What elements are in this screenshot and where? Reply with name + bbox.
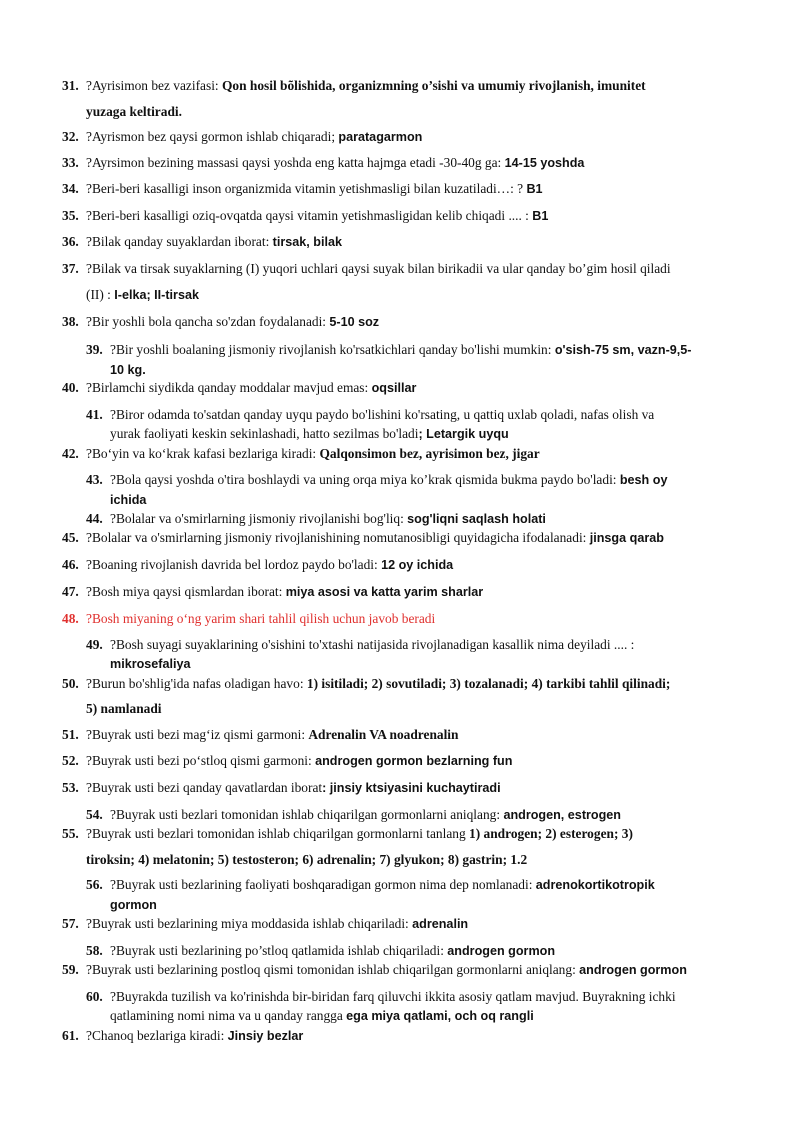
item-number: 39. [86,342,103,357]
item-number: 52. [62,753,79,768]
answer-text: o'sish-75 sm, vazn-9,5- [554,343,692,357]
question-text: ?Buyrak usti bezlarining po’stloq qatlamida ishlab chiqariladi: [110,943,448,958]
answer-text: 1) androgen; 2) esterogen; 3) [469,826,633,841]
item-number: 42. [62,446,79,461]
item-number: 51. [62,727,79,742]
answer-text: Qon hosil bõlishida, organizmning o’sishi va umumiy rivojlanish, imunitet [221,78,646,93]
question-text: ?Bilak va tirsak suyaklarning (I) yuqori uchlari qaysi suyak bilan birikadii va ular qanday bo’gim hosil qiladi [86,261,671,276]
question-text: ?Bolalar va o'smirlarning jismoniy rivojlanishining nomutanosibligi quyidagicha ifodalanadi: [86,530,590,545]
answer-text: besh oy [619,473,668,487]
question-text-continued: qatlamining nomi nima va u qanday rangga [110,1008,347,1023]
answer-text: jinsga qarab [589,531,664,545]
question-text: ?Beri-beri kasalligi inson organizmida vitamin yetishmasligi bilan kuzatiladi…: ? [86,181,527,196]
item-number: 37. [62,261,79,276]
item-number: 33. [62,155,79,170]
answer-text: Qalqonsimon bez, ayrisimon bez, jigar [319,446,540,461]
item-number: 59. [62,962,79,977]
item-number: 40. [62,380,79,395]
item-number: 58. [86,943,103,958]
question-text: ?Ayrsimon bezining massasi qaysi yoshda eng katta hajmga etadi -30-40g ga: [86,155,505,170]
answer-text: B1 [526,182,543,196]
answer-text: : jinsiy ktsiyasini kuchaytiradi [322,781,501,795]
item-number: 57. [62,916,79,931]
item-number: 61. [62,1028,79,1043]
question-text: ?Bo‘yin va ko‘krak kafasi bezlariga kiradi: [86,446,320,461]
answer-text: tirsak, bilak [272,235,342,249]
item-number: 44. [86,511,103,526]
answer-text: paratagarmon [338,130,423,144]
item-number: 48. [62,611,79,626]
item-number: 45. [62,530,79,545]
answer-text-continued: tiroksin; 4) melatonin; 5) testosteron; 6) adrenalin; 7) glyukon; 8) gastrin; 1.2 [86,852,528,867]
answer-text: miya asosi va katta yarim sharlar [285,585,484,599]
answer-text: adrenokortikotropik [535,878,655,892]
answer-text: androgen gormon bezlarning fun [315,754,513,768]
answer-text-continued: mikrosefaliya [110,657,191,671]
item-number: 49. [86,637,103,652]
question-text: ?Buyrak usti bezlari tomonidan ishlab chiqarilgan gormonlarni tanlang [86,826,470,841]
item-number: 54. [86,807,103,822]
item-number: 53. [62,780,79,795]
answer-text-continued: 10 kg. [110,363,146,377]
answer-text: sog'liqni saqlash holati [407,512,546,526]
item-number: 31. [62,78,79,93]
question-text: ?Bir yoshli bola qancha so'zdan foydalanadi: [86,314,330,329]
question-text: ?Bir yoshli boalaning jismoniy rivojlanish ko'rsatkichlari qanday bo'lishi mumkin: [110,342,555,357]
item-number: 32. [62,129,79,144]
question-text: ?Ayrismon bez qaysi gormon ishlab chiqaradi; [86,129,339,144]
question-text: ?Burun bo'shlig'ida nafas oladigan havo: [86,676,307,691]
answer-text: 1) isitiladi; 2) sovutiladi; 3) tozalanadi; 4) tarkibi tahlil qilinadi; [306,676,671,691]
question-text: ?Buyrak usti bezlarining postloq qismi tomonidan ishlab chiqarilgan gormonlarni aniqlang: [86,962,580,977]
answer-text: Jinsiy bezlar [227,1029,304,1043]
item-number: 46. [62,557,79,572]
item-number: 43. [86,472,103,487]
question-text: ?Bilak qanday suyaklardan iborat: [86,234,273,249]
question-text: ?Chanoq bezlariga kiradi: [86,1028,228,1043]
item-number: 35. [62,208,79,223]
question-text: ?Buyrak usti bezi qanday qavatlardan iborat [86,780,323,795]
question-text-continued: yurak faoliyati keskin sekinlashadi, hatto sezilmas bo'ladi [110,426,419,441]
answer-text-continued: ; Letargik uyqu [418,427,509,441]
answer-text: androgen, estrogen [503,808,621,822]
question-text: ?Biror odamda to'satdan qanday uyqu paydo bo'lishini ko'rsating, u qattiq uxlab qoladi, nafas olish va [110,407,655,422]
item-number: 34. [62,181,79,196]
answer-text: Adrenalin VA noadrenalin [308,727,459,742]
question-text: ?Bola qaysi yoshda o'tira boshlaydi va uning orqa miya ko’krak qismida bukma paydo bo'ladi: [110,472,620,487]
question-text: ?Bolalar va o'smirlarning jismoniy rivojlanishi bog'liq: [110,511,408,526]
answer-text: B1 [532,209,549,223]
question-text: ?Buyrak usti bezlarining faoliyati boshqaradigan gormon nima dep nomlanadi: [110,877,536,892]
answer-text-continued: I-elka; II-tirsak [114,288,199,302]
answer-text-continued: ega miya qatlami, och oq rangli [346,1009,534,1023]
answer-text-continued: yuzaga keltiradi. [86,104,182,119]
item-number: 38. [62,314,79,329]
question-text: ?Buyrak usti bezi mag‘iz qismi garmoni: [86,727,309,742]
question-text: ?Buyrak usti bezlarining miya moddasida ishlab chiqariladi: [86,916,413,931]
question-text: ?Bosh suyagi suyaklarining o'sishini to'xtashi natijasida rivojlanadigan kasallik nima deyiladi .... : [110,637,635,652]
item-number: 47. [62,584,79,599]
question-text: ?Bosh miyaning o‘ng yarim shari tahlil qilish uchun javob beradi [86,611,436,626]
item-number: 55. [62,826,79,841]
answer-text-continued: ichida [110,493,147,507]
question-text: ?Buyrakda tuzilish va ko'rinishda bir-biridan farq qiluvchi ikkita asosiy qatlam mavjud. Buyrakning ichki [110,989,676,1004]
answer-text-continued: gormon [110,898,157,912]
answer-text: 5-10 soz [329,315,380,329]
item-number: 36. [62,234,79,249]
answer-text: adrenalin [412,917,469,931]
question-text: ?Birlamchi siydikda qanday moddalar mavjud emas: [86,380,372,395]
question-text: ?Ayrisimon bez vazifasi: [86,78,222,93]
item-number: 50. [62,676,79,691]
question-text: ?Beri-beri kasalligi oziq-ovqatda qaysi vitamin yetishmasligidan kelib chiqadi .... : [86,208,533,223]
item-number: 41. [86,407,103,422]
question-text: ?Buyrak usti bezi po‘stloq qismi garmoni: [86,753,316,768]
question-text: ?Boaning rivojlanish davrida bel lordoz paydo bo'ladi: [86,557,382,572]
question-text: ?Bosh miya qaysi qismlardan iborat: [86,584,286,599]
item-number: 60. [86,989,103,1004]
answer-text: 14-15 yoshda [504,156,585,170]
answer-text: androgen gormon [447,944,556,958]
question-text-continued: (II) : [86,287,115,302]
answer-text: 12 oy ichida [381,558,454,572]
answer-text: androgen gormon [579,963,687,977]
item-number: 56. [86,877,103,892]
answer-text-continued: 5) namlanadi [86,701,162,716]
question-text: ?Buyrak usti bezlari tomonidan ishlab chiqarilgan gormonlarni aniqlang: [110,807,504,822]
answer-text: oqsillar [371,381,417,395]
